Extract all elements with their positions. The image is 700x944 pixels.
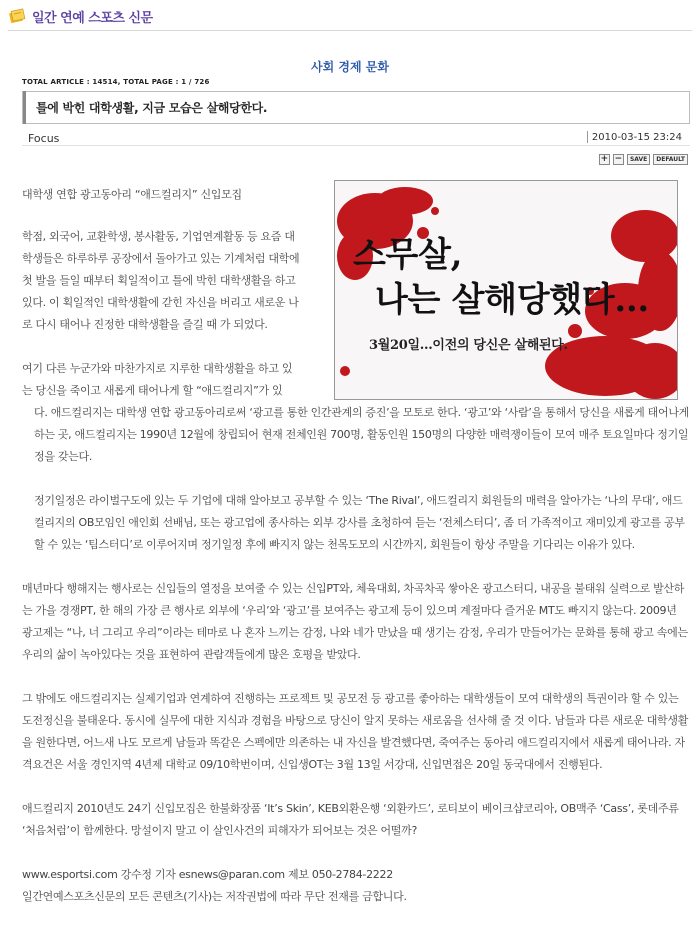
font-decrease-button[interactable]: − [614, 154, 623, 164]
header-divider [8, 30, 692, 31]
site-title[interactable]: 일간 연예 스포츠 신문 [32, 10, 153, 26]
image-caption: 3월20일...이전의 당신은 살해된다. [369, 338, 568, 353]
font-increase-button[interactable]: + [600, 154, 609, 164]
article-intro: 대학생 연합 광고동아리 “애드컬리지” 신입모집 [22, 188, 242, 201]
article-paragraph-1: 학점, 외국어, 교환학생, 봉사활동, 기업연계활동 등 요즘 대학생들은 하루하루 공장에서 돌아가고 있는 기계처럼 대학에 첫 발을 들일 때부터 획일적이고 틀에 박힌 대학생활을 하고 있다. 이 획일적인 대학생활에 갇힌 자신을 버리고 새로운 나로 다시 태어나 진정한 대학생활을 즐길 때 가 되었다. [22, 230, 300, 331]
article-body [22, 176, 690, 908]
article-image [334, 180, 678, 400]
article-date: 2010-03-15 23:24 [591, 132, 682, 143]
article-paragraph-4: 매년마다 행해지는 행사로는 신입들의 열정을 보여줄 수 있는 신입PT와, 체육대회, 차곡차곡 쌓아온 광고스터디, 내공을 불태워 실력으로 발산하는 가을 경쟁PT, 한 해의 가장 큰 행사로 외부에 ‘우리’와 ‘광고’를 보여주는 광고제 등이 있으며 계절마다 즐거운 MT도 빠지지 않는다. 2009년 광고제는 “나, 너 그리고 우리”이라는 테마로 나 혼자 느끼는 감정, 나와 네가 만났을 때 생기는 감정, 우리가 만들어가는 문화를 통해 광고 속에는 우리의 삶이 녹아있다는 것을 표현하여 관람객들에게 많은 호평을 받았다. [22, 582, 688, 661]
total-article-count: TOTAL ARTICLE : 14514, TOTAL PAGE : 1 / 726 [22, 78, 210, 86]
article-paragraph-5: 그 밖에도 애드컬리지는 실제기업과 연계하여 진행하는 프로젝트 및 공모전 등 광고를 좋아하는 대학생들이 모여 대학생의 특권이라 할 수 있는 도전정신을 불태운다. 동시에 실무에 대한 지식과 경험을 바탕으로 당신이 알지 못하는 새로움을 선사해 줄 것 이다. 남들과 다른 새로운 대학생활을 원한다면, 어느새 나도 모르게 남들과 똑같은 스펙에만 의존하는 내 자신을 발견했다면, 죽여주는 동아리 애드컬리지에서 새롭게 태어나라. 자격요건은 서울 경인지역 4년제 대학교 09/10학번이며, 신입생OT는 3월 13일 서강대, 신입면접은 20일 동국대에서 진행된다. [22, 692, 689, 771]
headline-box [22, 91, 690, 124]
headline-accent-bar [23, 91, 26, 124]
article-meta [22, 130, 690, 146]
article-tools [599, 154, 688, 165]
article-headline: 틀에 박힌 대학생활, 지금 모습은 살해당한다. [36, 101, 268, 115]
article-footer [22, 864, 690, 908]
article-paragraph-6: 애드컬리지 2010년도 24기 신입모집은 한불화장품 ‘It’s Skin’, KEB외환은행 ‘외환카드’, 로티보이 베이크샵코리아, OB맥주 ‘Cass’, 롯데주류 ‘처음처럼’이 함께한다. 망설이지 말고 이 살인사건의 피해자가 되어보는 것은 어떨까? [22, 802, 679, 837]
save-button[interactable]: SAVE [627, 154, 650, 165]
article-paragraph-2b: 다. 애드컬리지는 대학생 연합 광고동아리로써 ‘광고를 통한 인간관계의 증진’을 모토로 한다. ‘광고’와 ‘사람’을 통해서 당신을 새롭게 태어나게 하는 곳, 애드컬리지는 1990년 12월에 창립되어 현재 전체인원 700명, 활동인원 150명의 다양한 매력쟁이들이 모여 매주 토요일마다 정기일정을 갖는다. [34, 406, 689, 463]
image-line2: 나는 살해당했다... [375, 280, 649, 320]
default-button[interactable]: DEFAULT [653, 154, 688, 165]
article-category: Focus [28, 132, 60, 145]
site-header [8, 6, 153, 26]
article-paragraph-3: 정기일정은 라이벌구도에 있는 두 기업에 대해 알아보고 공부할 수 있는 ‘The Rival’, 애드컬리지 회원들의 매력을 알아가는 ‘나의 무대’, 애드컬리지의 OB모임인 애인회 선배님, 또는 광고업에 종사하는 외부 강사를 초청하여 듣는 ‘전체스터디’, 좀 더 가족적이고 재미있게 광고를 공부할 수 있는 ‘팀스터디’로 이루어지며 정기일정 후에 빠지지 않는 천목도모의 시간까지, 회원들이 항상 주말을 기다리는 이유가 있다. [34, 494, 685, 551]
article-copyright: 일간연예스포츠신문의 모든 콘텐츠(기사)는 저작권법에 따라 무단 전재를 금합니다. [22, 890, 407, 903]
book-icon [8, 7, 26, 25]
article-paragraph-2a: 여기 다른 누군가와 마찬가지로 지루한 대학생활을 하고 있는 당신을 죽이고 새롭게 태어나게 할 “애드컬리지”가 있 [22, 362, 293, 397]
image-line1: 스무살, [353, 235, 463, 275]
article-byline: www.esportsi.com 강수정 기자 esnews@paran.com 제보 050-2784-2222 [22, 868, 393, 881]
section-title: 사회 경제 문화 [311, 60, 389, 74]
meta-divider [587, 131, 588, 143]
